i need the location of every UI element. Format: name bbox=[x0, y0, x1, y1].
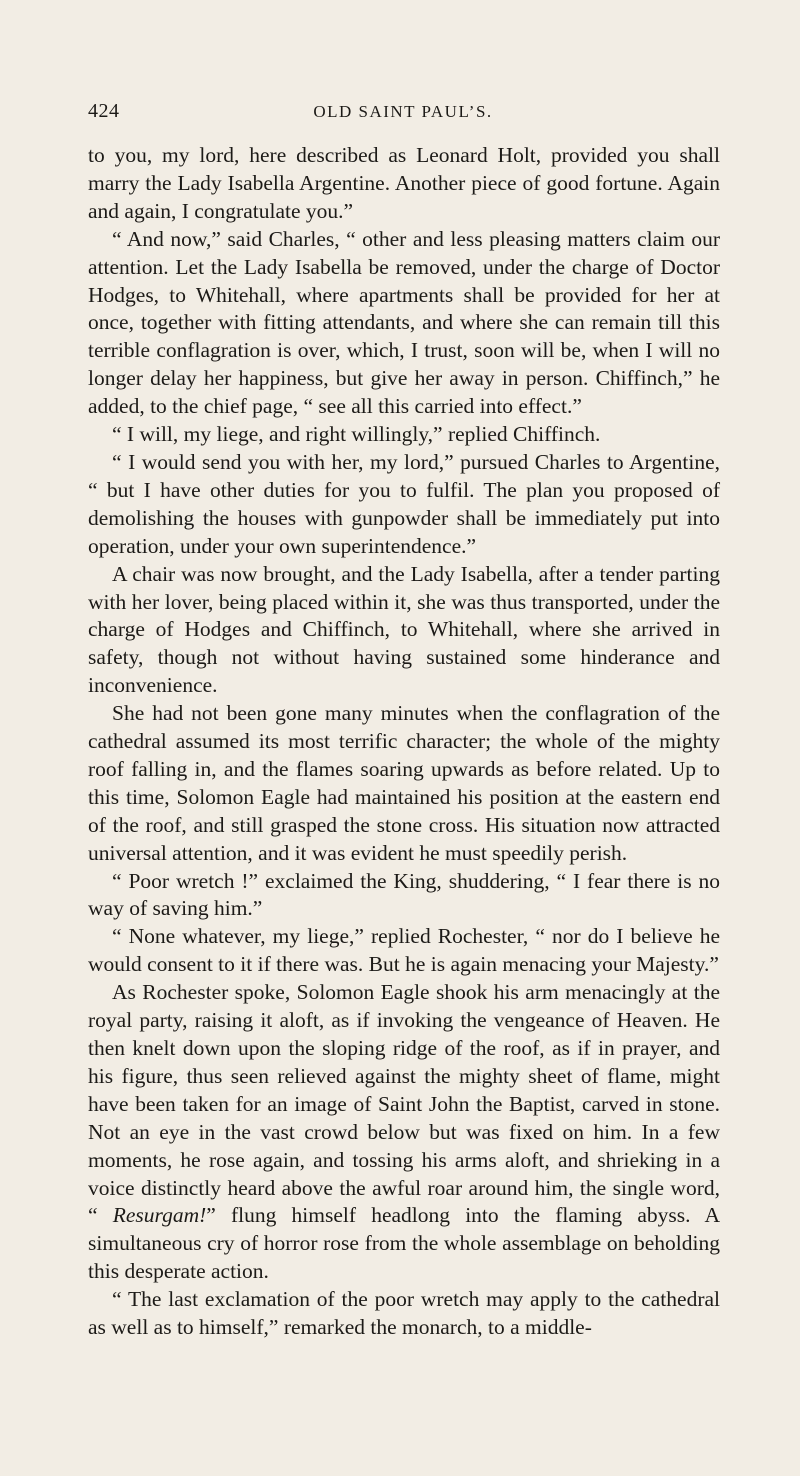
paragraph: A chair was now brought, and the Lady Isabella, after a tender parting with her lover, being placed within it, she was thus transported, under the charge of Hodges and Chiffinch, to Whitehall, where she arrived in safety, though not without having sustained some hinderance and inconvenience. bbox=[88, 561, 720, 698]
paragraph: “ And now,” said Charles, “ other and less pleasing matters claim our attention. Let the Lady Isabella be removed, under the charge of Doctor Hodges, to Whitehall, where apartments shall be provided for her at once, together with fitting attendants, and where she can remain till this terrible conflagration is over, which, I trust, soon will be, when I will no longer delay her happiness, but give her away in person. Chiffinch,” he added, to the chief page, “ see all this carried into effect.” bbox=[88, 226, 720, 419]
page-header bbox=[88, 100, 718, 130]
paragraph: “ I will, my liege, and right willingly,” replied Chiffinch. bbox=[112, 422, 601, 447]
italic-word: Resurgam! bbox=[112, 1203, 207, 1228]
running-title: OLD SAINT PAUL’S. bbox=[313, 102, 493, 121]
paragraph: “ I would send you with her, my lord,” pursued Charles to Argentine, “ but I have other duties for you to fulfil. The plan you proposed of demolishing the houses with gunpowder shall be immediately put into operation, under your own superintendence.” bbox=[88, 449, 720, 558]
paragraph-text: ” flung himself headlong into the flaming abyss. A simultaneous cry of horror rose from the whole assemblage on beholding this desperate action. bbox=[88, 1203, 720, 1284]
paragraph: She had not been gone many minutes when the conflagration of the cathedral assumed its most terrific character; the whole of the mighty roof falling in, and the flames soaring upwards as before related. Up to this time, Solomon Eagle had maintained his position at the eastern end of the roof, and still grasped the stone cross. His situation now attracted universal attention, and it was evident he must speedily perish. bbox=[88, 701, 720, 865]
paragraph: “ None whatever, my liege,” replied Rochester, “ nor do I believe he would consent to it if there was. But he is again menacing your Majesty.” bbox=[88, 924, 720, 977]
paragraph-text: As Rochester spoke, Solomon Eagle shook his arm menacingly at the royal party, raising it aloft, as if invoking the vengeance of Heaven. He then knelt down upon the sloping ridge of the roof, as if in prayer, and his figure, thus seen relieved against the mighty sheet of flame, might have been taken for an image of Saint John the Baptist, carved in stone. Not an eye in the vast crowd below but was fixed on him. In a few moments, he rose again, and tossing his arms aloft, and shrieking in a voice distinctly heard above the awful roar around him, the single word, “ bbox=[88, 980, 720, 1228]
paragraph bbox=[88, 979, 720, 1286]
paragraph: to you, my lord, here described as Leonard Holt, provided you shall marry the Lady Isabella Argentine. Another piece of good fortune. Again and again, I congratulate you.” bbox=[88, 143, 720, 223]
paragraph: “ Poor wretch !” exclaimed the King, shuddering, “ I fear there is no way of saving him.” bbox=[88, 868, 720, 921]
paragraph: “ The last exclamation of the poor wretch may apply to the cathedral as well as to himself,” remarked the monarch, to a middle- bbox=[88, 1287, 720, 1340]
body-text bbox=[88, 142, 720, 1342]
page-number: 424 bbox=[88, 100, 120, 122]
